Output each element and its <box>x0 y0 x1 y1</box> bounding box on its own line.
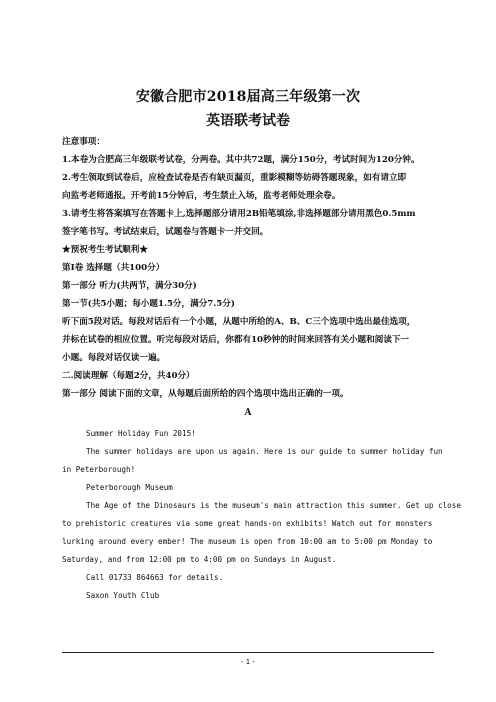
listening-instruction-line3: 小题。每段对话仅读一遍。 <box>62 353 166 363</box>
note-item-3-line2: 签字笔书写。考试结束后，试题卷与答题卡一并交回。 <box>62 227 269 237</box>
listening-instruction-line2: 并标在试卷的相应位置。听完每段对话后，你都有10秒钟的时间来回答有关小题和阅读下一 <box>62 335 410 345</box>
passage-label: A <box>244 408 252 418</box>
note-item-2-line2: 向监考老师通报。开考前15分钟后，考生禁止入场，监考老师处理余卷。 <box>62 191 341 201</box>
passage-intro-line2: in Peterborough! <box>62 465 136 474</box>
part-1-listening-heading: 第一部分 听力(共两节，满分30分) <box>62 281 197 291</box>
youth-club-heading: Saxon Youth Club <box>86 591 160 600</box>
museum-heading: Peterborough Museum <box>86 483 173 492</box>
museum-text-line2: to prehistoric creatures via some great hands-on exhibits! Watch out for monsters <box>62 519 433 528</box>
museum-text-line1: The Age of the Dinosaurs is the museum's main attraction this summer. Get up close <box>86 501 461 510</box>
exam-title-line1: 安徽合肥市2018届高三年级第一次 <box>135 89 361 105</box>
museum-text-line4: Saturday, and from 12:00 pm to 4:00 pm on Sundays in August. <box>62 555 337 564</box>
museum-call-line: Call 01733 864663 for details. <box>86 573 224 582</box>
good-luck-line: ★预祝考生考试顺利★ <box>62 245 148 255</box>
passage-intro-line1: The summer holidays are upon us again. Here is our guide to summer holiday fun <box>86 447 443 456</box>
volume-1-heading: 第I卷 选择题（共100分） <box>62 263 165 273</box>
note-item-3-line1: 3.请考生将答案填写在答题卡上,选择题部分请用2B铅笔填涂,非选择题部分请用黑色0.5mm <box>62 209 416 219</box>
note-item-1: 1.本卷为合肥高三年级联考试卷，分两卷。其中共72题，满分150分，考试时间为120分钟。 <box>62 155 420 165</box>
passage-title: Summer Holiday Fun 2015! <box>86 429 196 438</box>
footer-divider <box>62 652 434 653</box>
exam-title-line2: 英语联考试卷 <box>206 113 290 129</box>
reading-part-1-instruction: 第一部分 阅读下面的文章，从每题后面所给的四个选项中选出正确的一项。 <box>62 389 349 399</box>
listening-instruction-line1: 听下面5段对话。每段对话后有一个小题，从题中所给的A、B、C三个选项中选出最佳选项， <box>62 317 416 327</box>
notes-heading: 注意事项： <box>62 137 105 147</box>
page-number: - 1 - <box>241 658 255 666</box>
museum-text-line3: lurking around every ember! The museum is open from 10:00 am to 5:00 pm Monday to <box>62 537 433 546</box>
note-item-2-line1: 2.考生领取到试卷后，应检查试卷是否有缺页漏页，重影模糊等妨碍答题现象，如有请立即 <box>62 173 407 183</box>
section-1-heading: 第一节(共5小题；每小题1.5分，满分7.5分) <box>62 299 235 309</box>
reading-heading: 二.阅读理解（每题2分，共40分） <box>62 371 195 381</box>
